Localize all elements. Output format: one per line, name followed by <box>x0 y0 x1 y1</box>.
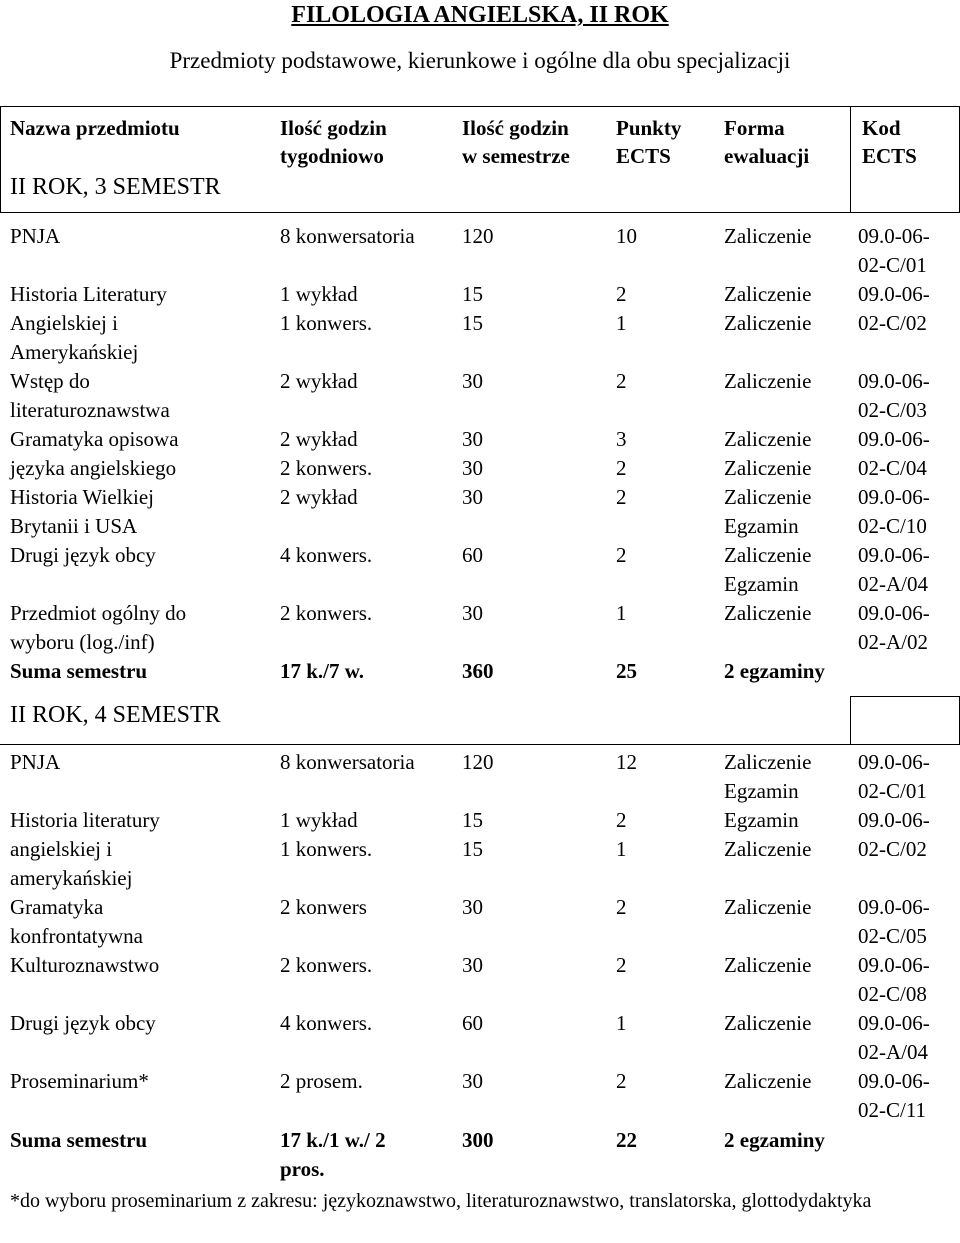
cell-hours: 30 <box>462 485 483 509</box>
cell-ects: 2 <box>616 485 627 509</box>
cell-weekly: 2 konwers. <box>280 456 373 480</box>
cell-ects: 2 <box>616 282 627 306</box>
cell-weekly: 4 konwers. <box>280 543 373 567</box>
sum-name: Suma semestru <box>10 1128 148 1152</box>
cell-form: Zaliczenie <box>724 895 812 919</box>
cell-hours: 30 <box>462 953 483 977</box>
cell-name: Historia literatury <box>10 808 160 832</box>
cell-code: 09.0-06- <box>858 427 930 451</box>
cell-weekly: pros. <box>280 1157 325 1181</box>
cell-code: 09.0-06- <box>858 369 930 393</box>
cell-weekly: 2 konwers. <box>280 953 373 977</box>
cell-weekly: 8 konwersatoria <box>280 750 415 774</box>
cell-hours: 30 <box>462 427 483 451</box>
cell-name: Brytanii i USA <box>10 514 138 538</box>
cell-ects: 2 <box>616 1069 627 1093</box>
cell-code: 02-C/05 <box>858 924 927 948</box>
cell-ects: 2 <box>616 543 627 567</box>
cell-code: 09.0-06- <box>858 1069 930 1093</box>
cell-weekly: 2 konwers. <box>280 601 373 625</box>
cell-name: angielskiej i <box>10 837 113 861</box>
cell-name: Amerykańskiej <box>10 340 139 364</box>
header-form: Forma ewaluacji <box>724 116 810 168</box>
cell-name: konfrontatywna <box>10 924 143 948</box>
cell-code: 02-C/11 <box>858 1098 927 1122</box>
footnote: *do wyboru proseminarium z zakresu: językoznawstwo, literaturoznawstwo, translatorska, glottodydaktyka <box>10 1190 872 1212</box>
cell-code: 09.0-06- <box>858 808 930 832</box>
cell-code: 02-C/10 <box>858 514 927 538</box>
header-semester-hours: Ilość godzin w semestrze <box>462 116 570 168</box>
cell-code: 09.0-06- <box>858 1011 930 1035</box>
sum-ects: 25 <box>616 659 637 683</box>
semester-4-label: II ROK, 4 SEMESTR <box>10 702 221 728</box>
cell-code: 09.0-06- <box>858 543 930 567</box>
cell-name: PNJA <box>10 750 61 774</box>
cell-form: Zaliczenie <box>724 224 812 248</box>
cell-code: 09.0-06- <box>858 895 930 919</box>
cell-hours: 30 <box>462 456 483 480</box>
cell-form: Zaliczenie <box>724 837 812 861</box>
header-name: Nazwa przedmiotu <box>10 116 180 140</box>
cell-code: 02-A/02 <box>858 630 928 654</box>
cell-ects: 1 <box>616 311 627 335</box>
cell-name: Historia Literatury <box>10 282 167 306</box>
cell-ects: 10 <box>616 224 637 248</box>
cell-code: 09.0-06- <box>858 485 930 509</box>
cell-ects: 2 <box>616 369 627 393</box>
cell-form: Zaliczenie <box>724 1069 812 1093</box>
header-weekly: Ilość godzin tygodniowo <box>280 116 387 168</box>
cell-code: 09.0-06- <box>858 224 930 248</box>
cell-code: 02-A/04 <box>858 1040 928 1064</box>
cell-form: Zaliczenie <box>724 369 812 393</box>
cell-ects: 1 <box>616 1011 627 1035</box>
cell-ects: 2 <box>616 808 627 832</box>
cell-hours: 60 <box>462 1011 483 1035</box>
cell-hours: 30 <box>462 601 483 625</box>
cell-hours: 15 <box>462 837 483 861</box>
cell-code: 02-C/02 <box>858 837 927 861</box>
cell-form: Zaliczenie <box>724 750 812 774</box>
cell-name: amerykańskiej <box>10 866 133 890</box>
cell-weekly: 2 konwers <box>280 895 367 919</box>
cell-name: Angielskiej i <box>10 311 118 335</box>
cell-ects: 12 <box>616 750 637 774</box>
cell-hours: 60 <box>462 543 483 567</box>
cell-ects: 3 <box>616 427 627 451</box>
cell-weekly: 1 konwers. <box>280 837 373 861</box>
cell-weekly: 1 wykład <box>280 282 358 306</box>
cell-name: literaturoznawstwa <box>10 398 170 422</box>
sum-hours: 360 <box>462 659 494 683</box>
cell-form: Egzamin <box>724 808 799 832</box>
cell-code: 09.0-06- <box>858 953 930 977</box>
cell-name: Przedmiot ogólny do <box>10 601 187 625</box>
cell-weekly: 17 k./1 w./ 2 <box>280 1128 386 1152</box>
cell-form: Zaliczenie <box>724 543 812 567</box>
cell-hours: 15 <box>462 808 483 832</box>
cell-form: Egzamin <box>724 779 799 803</box>
cell-form: Zaliczenie <box>724 311 812 335</box>
cell-weekly: 2 wykład <box>280 427 358 451</box>
cell-code: 09.0-06- <box>858 601 930 625</box>
cell-name: Proseminarium* <box>10 1069 149 1093</box>
header-ects: Punkty ECTS <box>616 116 682 168</box>
cell-weekly: 1 wykład <box>280 808 358 832</box>
sum-name: Suma semestru <box>10 659 148 683</box>
cell-weekly: 2 wykład <box>280 369 358 393</box>
cell-name: Gramatyka <box>10 895 104 919</box>
cell-hours: 15 <box>462 282 483 306</box>
cell-name: Historia Wielkiej <box>10 485 154 509</box>
cell-ects: 1 <box>616 601 627 625</box>
cell-hours: 30 <box>462 895 483 919</box>
cell-name: języka angielskiego <box>10 456 177 480</box>
cell-code: 02-C/03 <box>858 398 927 422</box>
cell-form: Zaliczenie <box>724 601 812 625</box>
cell-hours: 30 <box>462 369 483 393</box>
cell-ects: 2 <box>616 895 627 919</box>
semester-3-label: II ROK, 3 SEMESTR <box>10 174 221 200</box>
cell-form: Zaliczenie <box>724 1011 812 1035</box>
cell-weekly: 1 konwers. <box>280 311 373 335</box>
cell-code: 02-C/04 <box>858 456 927 480</box>
cell-code: 09.0-06- <box>858 282 930 306</box>
cell-form: Zaliczenie <box>724 282 812 306</box>
cell-name: PNJA <box>10 224 61 248</box>
cell-code: 09.0-06- <box>858 750 930 774</box>
cell-code: 02-C/01 <box>858 779 927 803</box>
cell-code: 02-C/02 <box>858 311 927 335</box>
cell-name: Drugi język obcy <box>10 1011 156 1035</box>
cell-ects: 2 <box>616 953 627 977</box>
sum-form: 2 egzaminy <box>724 1128 825 1152</box>
cell-code: 02-C/08 <box>858 982 927 1006</box>
cell-ects: 2 <box>616 456 627 480</box>
sum-form: 2 egzaminy <box>724 659 825 683</box>
cell-weekly: 2 wykład <box>280 485 358 509</box>
cell-form: Egzamin <box>724 514 799 538</box>
sum-hours: 300 <box>462 1128 494 1152</box>
document-subtitle: Przedmioty podstawowe, kierunkowe i ogólne dla obu specjalizacji <box>169 48 791 73</box>
cell-form: Zaliczenie <box>724 427 812 451</box>
cell-hours: 30 <box>462 1069 483 1093</box>
cell-form: Zaliczenie <box>724 456 812 480</box>
cell-weekly: 4 konwers. <box>280 1011 373 1035</box>
cell-form: Zaliczenie <box>724 485 812 509</box>
cell-form: Zaliczenie <box>724 953 812 977</box>
cell-weekly: 8 konwersatoria <box>280 224 415 248</box>
header-code: Kod ECTS <box>862 116 917 168</box>
cell-weekly: 17 k./7 w. <box>280 659 365 683</box>
cell-name: Gramatyka opisowa <box>10 427 179 451</box>
cell-weekly: 2 prosem. <box>280 1069 363 1093</box>
cell-hours: 120 <box>462 224 494 248</box>
cell-name: Kulturoznawstwo <box>10 953 160 977</box>
cell-code: 02-A/04 <box>858 572 928 596</box>
cell-form: Egzamin <box>724 572 799 596</box>
cell-name: Drugi język obcy <box>10 543 156 567</box>
cell-ects: 1 <box>616 837 627 861</box>
cell-name: Wstęp do <box>10 369 90 393</box>
cell-name: wyboru (log./inf) <box>10 630 155 654</box>
cell-code: 02-C/01 <box>858 253 927 277</box>
document-title: FILOLOGIA ANGIELSKA, II ROK <box>291 2 669 28</box>
cell-hours: 120 <box>462 750 494 774</box>
sum-ects: 22 <box>616 1128 637 1152</box>
cell-hours: 15 <box>462 311 483 335</box>
